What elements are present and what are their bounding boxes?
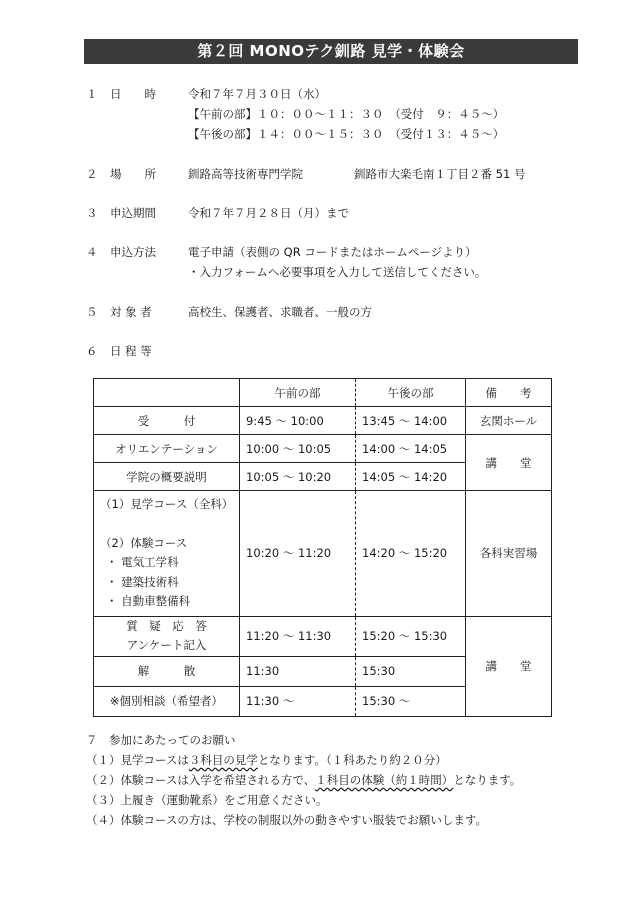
table-row (94, 407, 552, 435)
cell-pm: 13:45 ～ 14:00 (356, 407, 466, 435)
application-method: 電子申請（表側の QR コードまたはホームページより） (188, 245, 477, 259)
cell-note: 玄関ホール (466, 407, 552, 435)
venue-address: 釧路市大楽毛南１丁目２番 51 号 (354, 167, 526, 181)
section-label: 日 程 等 (110, 344, 152, 358)
request-emphasis: １科目の体験（約１時間） (315, 773, 454, 787)
section-label: 対 象 者 (110, 305, 152, 319)
request-item (86, 772, 521, 788)
schedule-table (93, 378, 552, 717)
header-note: 備 考 (466, 379, 552, 407)
section-number: ３ (86, 206, 98, 220)
request-item (86, 752, 447, 768)
pm-session-time: 【午後の部】１４：００～１５：３０ （受付１３：４５～） (188, 127, 505, 141)
cell-pm: 14:05 ～ 14:20 (356, 463, 466, 491)
row-label-courses (94, 491, 240, 617)
cell-pm: 14:20 ～ 15:20 (356, 491, 466, 617)
cell-pm: 14:00 ～ 14:05 (356, 435, 466, 463)
cell-note-lecture-hall: 講 堂 (466, 616, 552, 716)
request-item: （４）体験コースの方は、学校の制服以外の動きやすい服装でお願いします。 (86, 813, 488, 827)
request-text: となります。 (453, 773, 522, 787)
course-item: ・ 電気工学科 (106, 555, 179, 569)
cell-note-lecture-hall: 講 堂 (466, 435, 552, 491)
section-number: ４ (86, 245, 98, 259)
target-audience: 高校生、保護者、求職者、一般の方 (188, 305, 372, 319)
header-am: 午前の部 (240, 379, 356, 407)
experience-course-label: （2）体験コース (100, 535, 188, 550)
row-label-qa (94, 616, 240, 656)
request-item: （３）上履き（運動靴系）をご用意ください。 (86, 793, 328, 807)
requests-heading: ７ 参加にあたってのお願い (86, 733, 236, 747)
table-row (94, 435, 552, 463)
header-pm: 午後の部 (356, 379, 466, 407)
row-label-orientation: オリエンテーション (94, 435, 240, 463)
cell-am: 10:20 ～ 11:20 (240, 491, 356, 617)
cell-pm: 15:30 ～ (356, 686, 466, 716)
table-row (94, 491, 552, 617)
cell-am: 11:20 ～ 11:30 (240, 616, 356, 656)
request-emphasis: ３科目の見学 (188, 753, 258, 767)
cell-am: 11:30 ～ (240, 686, 356, 716)
course-item: ・ 自動車整備科 (106, 594, 191, 608)
application-deadline: 令和７年７月２８日（月）まで (188, 206, 349, 220)
cell-pm: 15:20 ～ 15:30 (356, 616, 466, 656)
section-label: 申込期間 (110, 206, 156, 220)
application-note: ・入力フォームへ必要事項を入力して送信してください。 (188, 265, 487, 279)
survey-label: アンケート記入 (126, 638, 207, 652)
request-text: となります。（１科あたり約２０分） (257, 753, 447, 767)
cell-am: 11:30 (240, 656, 356, 686)
section-label: 日 時 (110, 87, 156, 101)
request-text: （２）体験コースは入学を希望される方で、 (86, 773, 316, 787)
cell-am: 9:45 ～ 10:00 (240, 407, 356, 435)
section-number: ２ (86, 167, 98, 181)
venue-name: 釧路高等技術専門学院 (188, 167, 303, 181)
section-number: ６ (86, 344, 98, 358)
am-session-time: 【午前の部】１０：００～１１：３０ （受付 ９：４５～） (188, 107, 505, 121)
page-title: 第２回 MONOテク釧路 見学・体験会 (84, 39, 578, 64)
row-label-consult: ※個別相談（希望者） (94, 686, 240, 716)
row-label-dismiss: 解 散 (94, 656, 240, 686)
event-date: 令和７年７月３０日（水） (188, 87, 326, 101)
section-number: ５ (86, 305, 98, 319)
course-item: ・ 建築技術科 (106, 574, 179, 589)
row-label-reception: 受 付 (94, 407, 240, 435)
table-row (94, 616, 552, 656)
table-header-row (94, 379, 552, 407)
cell-pm: 15:30 (356, 656, 466, 686)
section-number: １ (86, 87, 98, 101)
cell-am: 10:00 ～ 10:05 (240, 435, 356, 463)
header-blank (94, 379, 240, 407)
cell-note: 各科実習場 (466, 491, 552, 617)
cell-am: 10:05 ～ 10:20 (240, 463, 356, 491)
tour-course-label: （1）見学コース（全科） (100, 497, 234, 511)
qa-label: 質 疑 応 答 (126, 619, 207, 633)
section-label: 場 所 (110, 167, 156, 181)
row-label-overview: 学院の概要説明 (94, 463, 240, 491)
section-label: 申込方法 (110, 245, 156, 259)
request-text: （１）見学コースは (86, 753, 189, 767)
